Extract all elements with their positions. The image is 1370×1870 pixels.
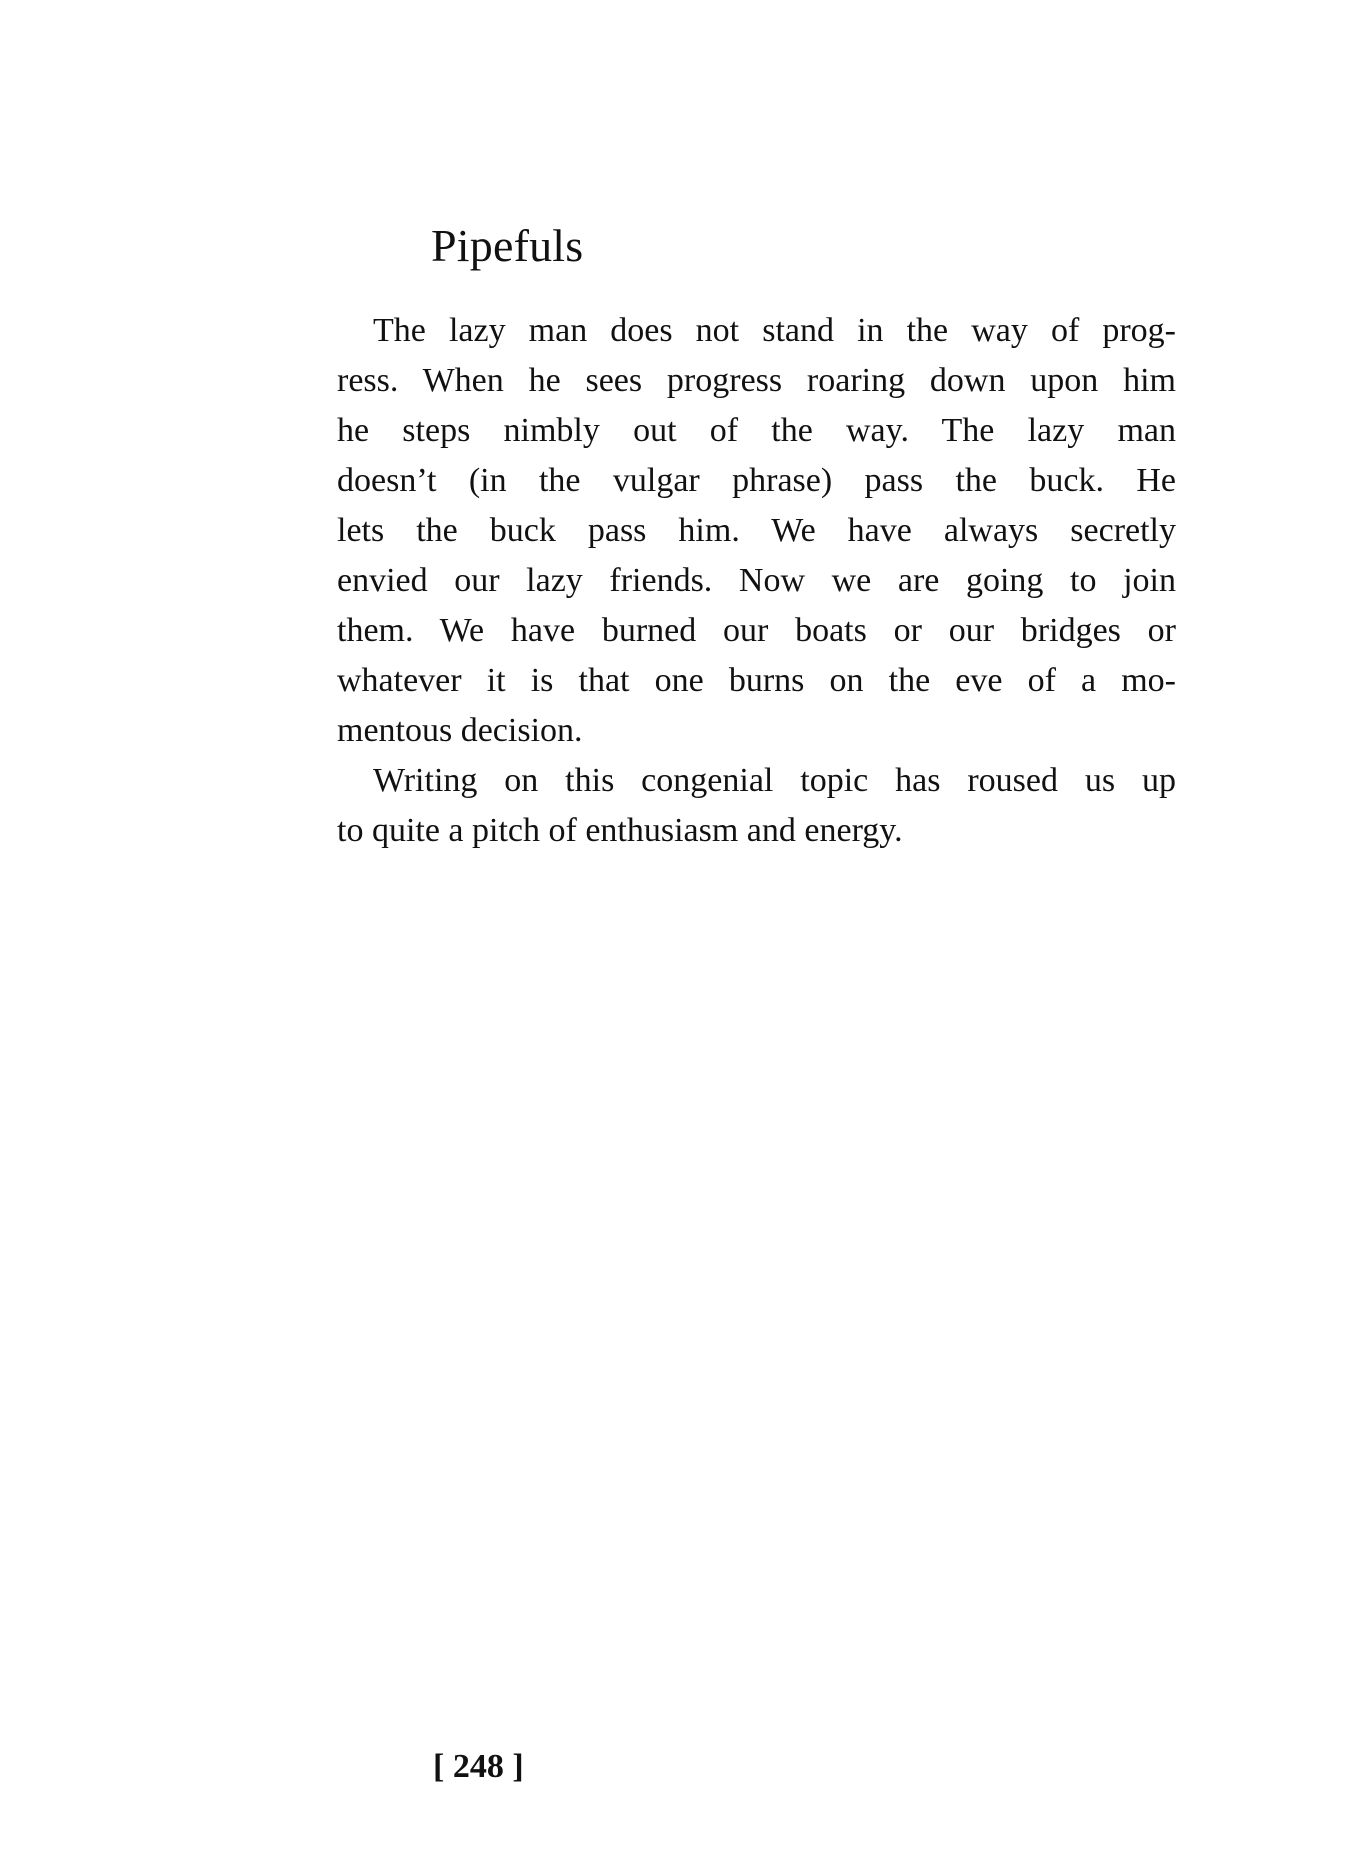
text-line: lets the buck pass him. We have always secretly: [337, 512, 1176, 549]
page-number: [ 248 ]: [433, 1748, 524, 1785]
text-line: to quite a pitch of enthusiasm and energy.: [337, 812, 903, 849]
text-line: The lazy man does not stand in the way of prog-: [373, 312, 1176, 349]
running-head: Pipefuls: [431, 220, 584, 271]
text-line: them. We have burned our boats or our bridges or: [337, 612, 1176, 649]
text-line: Writing on this congenial topic has roused us up: [373, 762, 1176, 799]
text-line: doesn’t (in the vulgar phrase) pass the buck. He: [337, 462, 1176, 499]
text-line: ress. When he sees progress roaring down upon him: [337, 362, 1176, 399]
text-line: whatever it is that one burns on the eve of a mo-: [337, 662, 1176, 699]
paragraph-2: [337, 756, 1176, 856]
body-text: [337, 306, 1176, 856]
text-line: he steps nimbly out of the way. The lazy man: [337, 412, 1176, 449]
text-line: mentous decision.: [337, 712, 583, 749]
text-line: envied our lazy friends. Now we are going to join: [337, 562, 1176, 599]
paragraph-1: [337, 306, 1176, 756]
